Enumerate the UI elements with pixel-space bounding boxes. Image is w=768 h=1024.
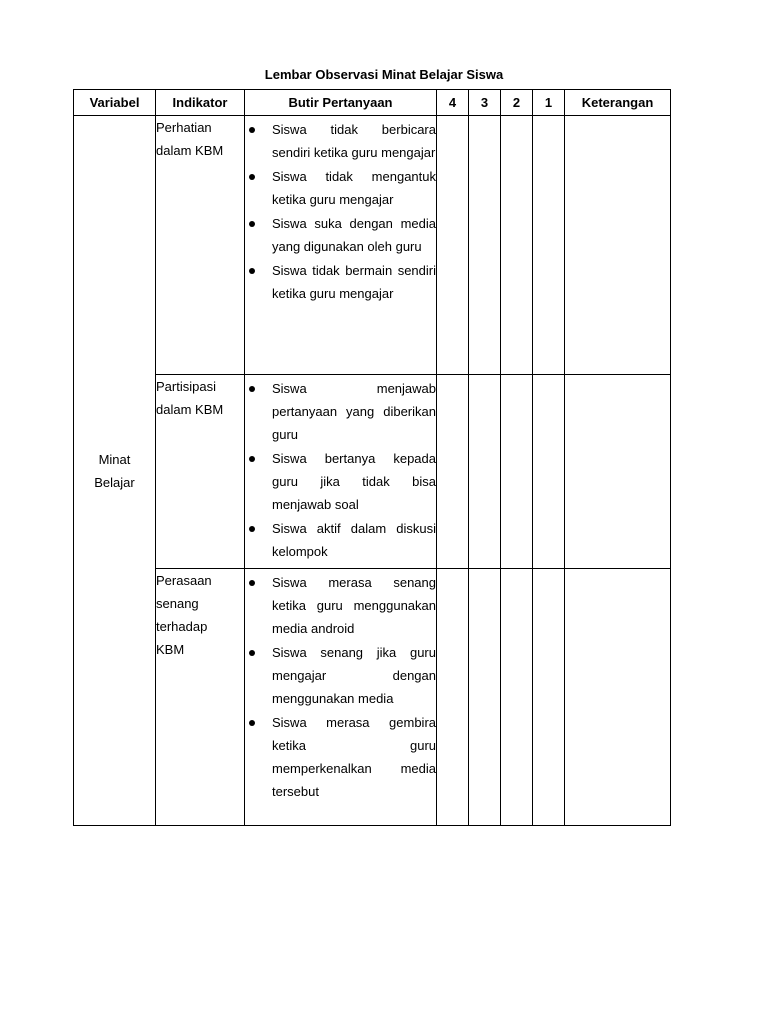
header-score-1: 1 — [533, 90, 565, 116]
observation-table — [73, 89, 671, 826]
butir-list — [245, 116, 436, 310]
list-item — [245, 118, 436, 164]
table-row — [74, 375, 671, 569]
butir-text: Siswa suka dengan media yang digunakan oleh guru — [272, 216, 436, 254]
header-score-2: 2 — [501, 90, 533, 116]
list-item — [245, 212, 436, 258]
indikator-label: Perhatian dalam KBM — [156, 120, 224, 158]
list-item — [245, 447, 436, 516]
butir-cell — [245, 116, 437, 375]
butir-list — [245, 569, 436, 808]
list-item — [245, 259, 436, 305]
bullet-icon — [249, 526, 255, 532]
score-1-cell[interactable] — [533, 569, 565, 826]
indikator-cell — [156, 375, 245, 569]
list-item — [245, 517, 436, 563]
butir-text: Siswa tidak mengantuk ketika guru mengajar — [272, 169, 436, 207]
page-title: Lembar Observasi Minat Belajar Siswa — [264, 67, 504, 82]
score-2-cell[interactable] — [501, 375, 533, 569]
table-row — [74, 116, 671, 375]
butir-text: Siswa aktif dalam diskusi kelompok — [272, 521, 436, 559]
header-butir-pertanyaan: Butir Pertanyaan — [245, 90, 437, 116]
butir-list — [245, 375, 436, 568]
score-4-cell[interactable] — [437, 569, 469, 826]
butir-text: Siswa merasa gembira ketika guru memperkenalkan media tersebut — [272, 715, 436, 799]
indikator-cell — [156, 569, 245, 826]
score-2-cell[interactable] — [501, 116, 533, 375]
list-item — [245, 165, 436, 211]
indikator-cell — [156, 116, 245, 375]
score-3-cell[interactable] — [469, 569, 501, 826]
bullet-icon — [249, 720, 255, 726]
butir-cell — [245, 569, 437, 826]
header-row — [74, 90, 671, 116]
header-score-3: 3 — [469, 90, 501, 116]
score-3-cell[interactable] — [469, 375, 501, 569]
bullet-icon — [249, 386, 255, 392]
score-2-cell[interactable] — [501, 569, 533, 826]
keterangan-cell[interactable] — [565, 116, 671, 375]
butir-text: Siswa tidak berbicara sendiri ketika guru mengajar — [272, 122, 436, 160]
indikator-label: Partisipasi dalam KBM — [156, 379, 224, 417]
butir-text: Siswa merasa senang ketika guru menggunakan media android — [272, 575, 436, 636]
score-4-cell[interactable] — [437, 116, 469, 375]
indikator-label: Perasaan senang terhadap KBM — [156, 573, 212, 657]
list-item — [245, 641, 436, 710]
header-score-4: 4 — [437, 90, 469, 116]
keterangan-cell[interactable] — [565, 569, 671, 826]
list-item — [245, 571, 436, 640]
butir-text: Siswa senang jika guru mengajar dengan menggunakan media — [272, 645, 436, 706]
bullet-icon — [249, 268, 255, 274]
score-1-cell[interactable] — [533, 116, 565, 375]
table-row — [74, 569, 671, 826]
bullet-icon — [249, 221, 255, 227]
score-3-cell[interactable] — [469, 116, 501, 375]
bullet-icon — [249, 174, 255, 180]
butir-text: Siswa menjawab pertanyaan yang diberikan guru — [272, 381, 436, 442]
list-item — [245, 377, 436, 446]
bullet-icon — [249, 456, 255, 462]
variabel-label: Minat Belajar — [94, 451, 135, 490]
butir-text: Siswa tidak bermain sendiri ketika guru mengajar — [272, 263, 436, 301]
bullet-icon — [249, 650, 255, 656]
score-4-cell[interactable] — [437, 375, 469, 569]
header-indikator: Indikator — [156, 90, 245, 116]
keterangan-cell[interactable] — [565, 375, 671, 569]
list-item — [245, 711, 436, 803]
bullet-icon — [249, 580, 255, 586]
butir-cell — [245, 375, 437, 569]
butir-text: Siswa bertanya kepada guru jika tidak bisa menjawab soal — [272, 451, 436, 512]
header-keterangan: Keterangan — [565, 90, 671, 116]
variabel-cell — [74, 116, 156, 826]
bullet-icon — [249, 127, 255, 133]
score-1-cell[interactable] — [533, 375, 565, 569]
header-variabel: Variabel — [74, 90, 156, 116]
